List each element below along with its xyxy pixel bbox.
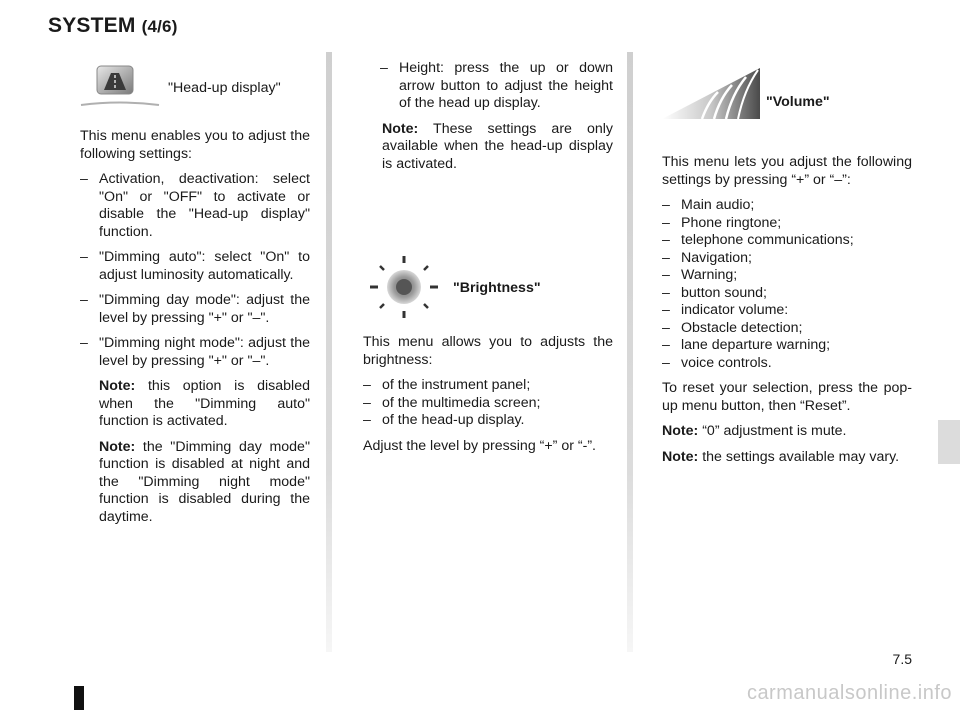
list-item: – lane departure warning;	[662, 337, 831, 353]
middle-bottom	[363, 334, 613, 463]
list-item: – "Dimming night mode": adjust the level by pressing "+" or "–".	[80, 335, 310, 369]
list-item: – "Dimming day mode": adjust the level by pressing "+" or "–".	[80, 292, 310, 326]
brightness-list	[363, 377, 613, 430]
list-item: – voice controls.	[662, 354, 772, 371]
middle-intro: This menu allows you to adjusts the brightness:	[363, 334, 613, 368]
watermark: carmanualsonline.info	[746, 682, 952, 704]
list-item: – telephone communications;	[662, 232, 854, 248]
brightness-icon	[368, 254, 440, 320]
list-item: – indicator volume:	[662, 302, 789, 318]
list-item: – of the head-up display.	[363, 412, 525, 428]
right-column	[662, 154, 912, 474]
list-item: – Obstacle detection;	[662, 319, 803, 336]
page-number: 7.5	[892, 651, 912, 667]
list-item: – Warning;	[662, 267, 738, 283]
list-item: – of the instrument panel;	[363, 377, 531, 393]
middle-note: Note: These settings are only available when the head-up display is activated.	[382, 120, 613, 172]
left-column	[80, 128, 310, 534]
section-tab	[938, 420, 960, 464]
column-divider-right	[627, 52, 633, 652]
right-note-2: Note: the settings available may vary.	[662, 448, 900, 465]
right-intro: This menu lets you adjust the following settings by pressing “+” or “–”:	[662, 154, 912, 188]
volume-icon	[662, 66, 762, 120]
middle-adjust-text: Adjust the level by pressing “+” or “-”.	[363, 437, 596, 454]
list-item: – "Dimming auto": select "On" to adjust luminosity automatically.	[80, 249, 310, 283]
left-intro: This menu enables you to adjust the following settings:	[80, 128, 310, 162]
right-note-1: Note: “0” adjustment is mute.	[662, 423, 847, 439]
page-title	[48, 14, 178, 38]
left-note-1: Note: this option is disabled when the "Dimming auto" function is activated.	[99, 378, 310, 429]
volume-list	[662, 197, 912, 372]
page-subtitle: (4/6)	[141, 17, 178, 36]
right-reset-text: To reset your selection, press the pop-up menu button, then “Reset”.	[662, 380, 912, 414]
list-item: – of the multimedia screen;	[363, 394, 541, 411]
volume-label: "Volume"	[766, 94, 830, 110]
list-item: – Height: press the up or down arrow button to adjust the height of the head up display.	[380, 60, 613, 111]
list-item: – Phone ringtone;	[662, 214, 782, 231]
column-divider-left	[326, 52, 332, 652]
list-item: – Main audio;	[662, 197, 755, 213]
brightness-label: "Brightness"	[453, 280, 541, 296]
head-up-display-icon	[80, 64, 160, 110]
middle-top	[363, 60, 613, 181]
list-item: – button sound;	[662, 284, 767, 301]
footer-bar	[74, 686, 84, 710]
head-up-display-label: "Head-up display"	[168, 80, 281, 96]
page-title-text: SYSTEM	[48, 14, 136, 37]
left-note-2: Note: the "Dimming day mode" function is disabled at night and the "Dimming night mode" function is disabled during the daytime.	[99, 438, 310, 525]
list-item: – Activation, deactivation: select "On" or "OFF" to activate or disable the "Head-up display" function.	[80, 171, 310, 240]
list-item: – Navigation;	[662, 249, 752, 266]
